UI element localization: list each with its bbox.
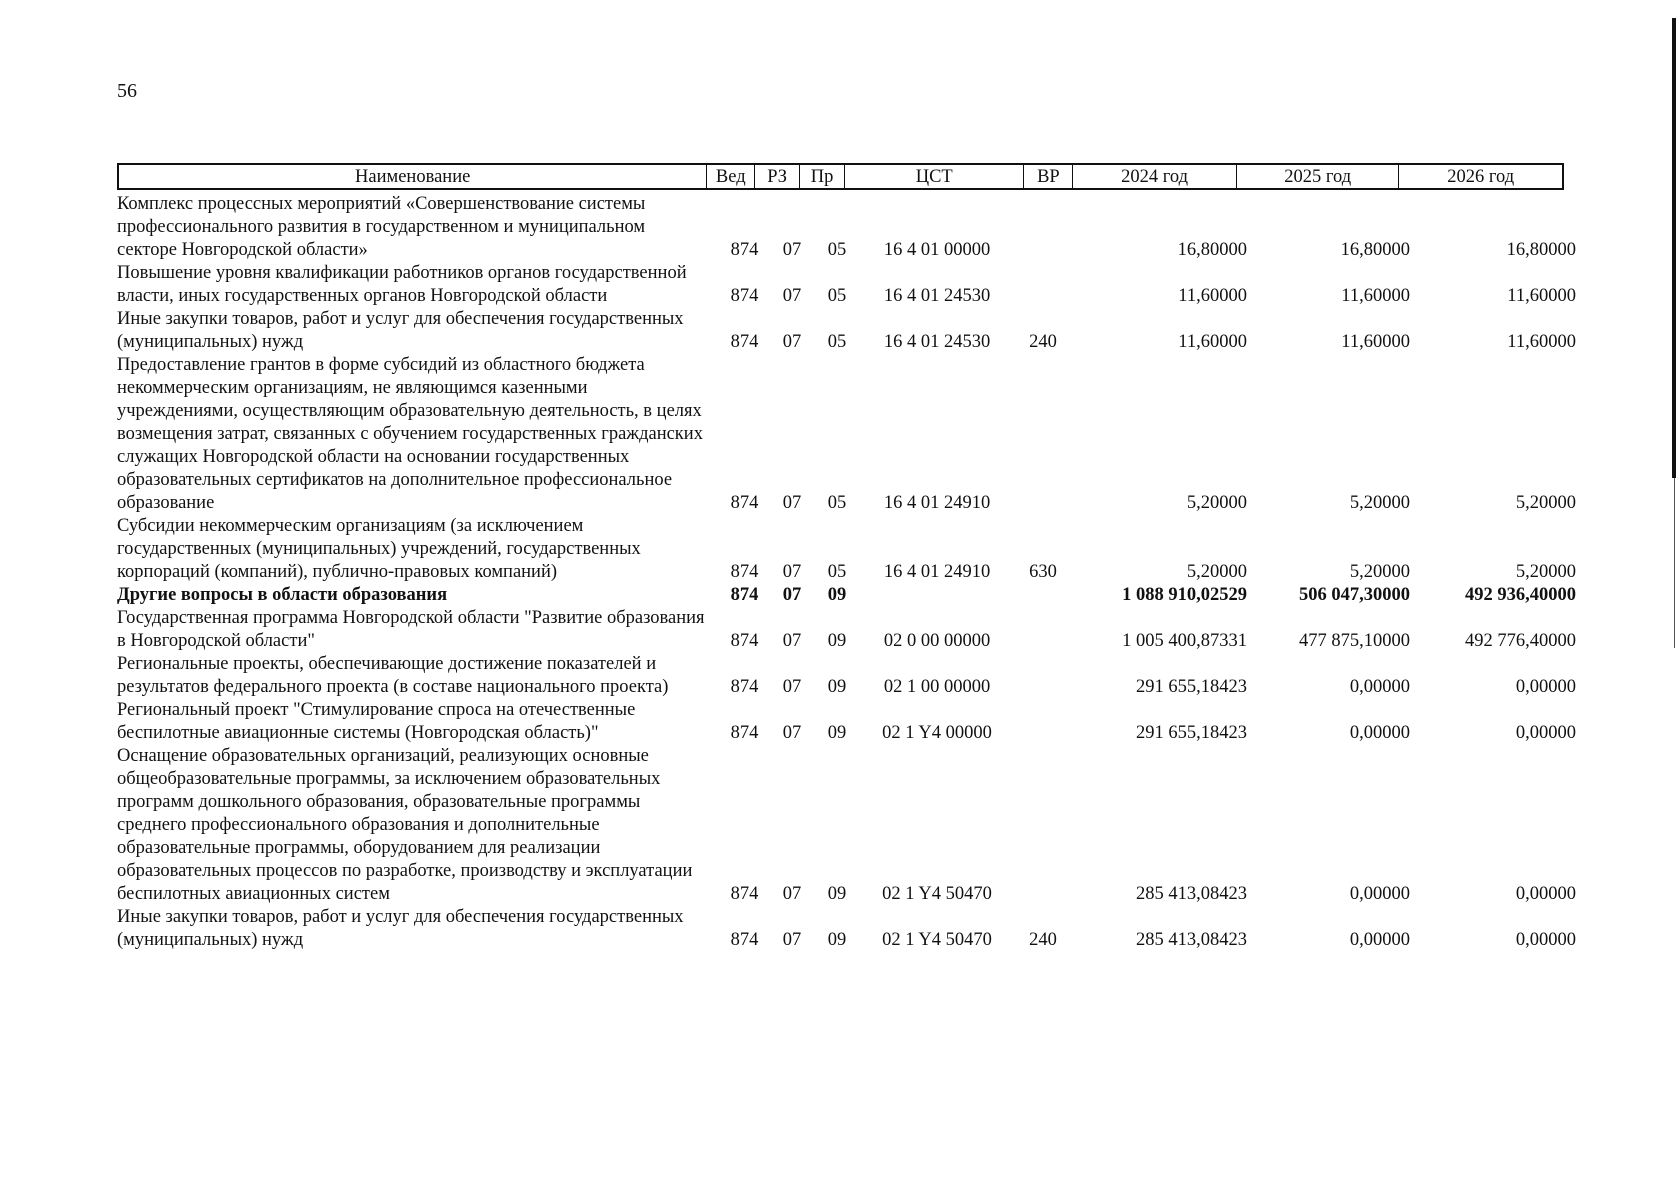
row-pr: 05 [827, 286, 847, 306]
row-2024: 11,60000 [1178, 332, 1247, 352]
row-2024: 285 413,08423 [1136, 930, 1247, 950]
row-2025: 0,00000 [1349, 930, 1410, 950]
scan-edge-mark [1672, 18, 1676, 478]
row-ved: 874 [730, 286, 759, 306]
row-2025: 5,20000 [1349, 562, 1410, 582]
table-body [117, 193, 1577, 952]
row-2024: 5,20000 [1186, 562, 1247, 582]
header-vr: ВР [1024, 165, 1073, 188]
header-ved: Вед [707, 165, 755, 188]
row-cst: 16 4 01 24530 [883, 332, 991, 352]
row-rz: 07 [782, 585, 802, 605]
row-cst: 02 1 Y4 50470 [882, 930, 992, 950]
row-rz: 07 [782, 930, 802, 950]
row-name: Иные закупки товаров, работ и услуг для обеспечения государственных (муниципальных) нужд [117, 907, 684, 950]
row-rz: 07 [782, 631, 802, 651]
row-name: Другие вопросы в области образования [117, 585, 448, 605]
row-ved: 874 [730, 585, 759, 605]
row-2024: 285 413,08423 [1136, 884, 1247, 904]
row-cst: 02 1 00 00000 [883, 677, 991, 697]
row-rz: 07 [782, 884, 802, 904]
row-cst: 02 1 Y4 50470 [882, 884, 992, 904]
row-2026: 11,60000 [1507, 286, 1576, 306]
row-vr: 630 [1029, 562, 1057, 582]
row-ved: 874 [730, 884, 759, 904]
row-ved: 874 [730, 723, 759, 743]
header-2025: 2025 год [1237, 165, 1400, 188]
row-2024: 11,60000 [1178, 286, 1247, 306]
row-2026: 5,20000 [1515, 562, 1576, 582]
row-2025: 477 875,10000 [1299, 631, 1410, 651]
row-2026: 16,80000 [1506, 240, 1576, 260]
row-ved: 874 [730, 332, 759, 352]
row-ved: 874 [730, 930, 759, 950]
row-rz: 07 [782, 332, 802, 352]
row-2025: 0,00000 [1349, 884, 1410, 904]
row-name: Иные закупки товаров, работ и услуг для обеспечения государственных (муниципальных) нужд [117, 309, 684, 352]
row-2024: 1 088 910,02529 [1122, 585, 1247, 605]
row-ved: 874 [730, 677, 759, 697]
row-2025: 5,20000 [1349, 493, 1410, 513]
header-name: Наименование [119, 165, 707, 188]
table-row-section [117, 584, 1577, 607]
page-number: 56 [117, 80, 137, 102]
row-ved: 874 [730, 240, 759, 260]
row-2026: 492 776,40000 [1465, 631, 1576, 651]
row-pr: 09 [827, 723, 847, 743]
table-row [117, 906, 1577, 952]
row-2026: 0,00000 [1515, 930, 1576, 950]
row-ved: 874 [730, 493, 759, 513]
row-2025: 0,00000 [1349, 723, 1410, 743]
row-2026: 0,00000 [1515, 723, 1576, 743]
row-cst: 16 4 01 24910 [883, 493, 991, 513]
row-name: Субсидии некоммерческим организациям (за исключением государственных (муниципальных) учреждений, государственных корпораций (компаний), публично-правовых компаний) [117, 516, 641, 582]
row-vr: 240 [1029, 332, 1057, 352]
table-row [117, 699, 1577, 745]
table-row [117, 308, 1577, 354]
table-row [117, 515, 1577, 584]
header-cst: ЦСТ [845, 165, 1025, 188]
row-pr: 05 [827, 562, 847, 582]
row-2025: 11,60000 [1341, 332, 1410, 352]
row-pr: 05 [827, 493, 847, 513]
table-row [117, 607, 1577, 653]
table-row [117, 262, 1577, 308]
table-row [117, 745, 1577, 906]
row-rz: 07 [782, 562, 802, 582]
row-cst: 02 1 Y4 00000 [882, 723, 992, 743]
header-pr: Пр [800, 165, 845, 188]
row-name: Оснащение образовательных организаций, реализующих основные общеобразовательные программы, за исключением образовательных программ дошкольного образования, образовательные программы среднего профессионального образования и дополнительные образовательные программы, оборудованием для реализации образовательных процессов по разработке, производству и эксплуатации беспилотных авиационных систем [117, 746, 693, 904]
header-2026: 2026 год [1447, 167, 1515, 187]
row-pr: 09 [827, 585, 847, 605]
row-vr: 240 [1029, 930, 1057, 950]
row-cst: 16 4 01 24530 [883, 286, 991, 306]
row-pr: 09 [827, 930, 847, 950]
row-2026: 5,20000 [1515, 493, 1576, 513]
row-2024: 291 655,18423 [1136, 723, 1247, 743]
row-rz: 07 [782, 240, 802, 260]
row-2025: 0,00000 [1349, 677, 1410, 697]
row-name: Государственная программа Новгородской области "Развитие образования в Новгородской области" [117, 608, 705, 651]
row-2024: 291 655,18423 [1136, 677, 1247, 697]
row-pr: 09 [827, 677, 847, 697]
row-2026: 11,60000 [1507, 332, 1576, 352]
row-2026: 492 936,40000 [1465, 585, 1576, 605]
row-rz: 07 [782, 286, 802, 306]
header-rz: РЗ [755, 165, 800, 188]
row-name: Региональные проекты, обеспечивающие достижение показателей и результатов федерального проекта (в составе национального проекта) [117, 654, 669, 697]
row-name: Комплекс процессных мероприятий «Совершенствование системы профессионального развития в государственном и муниципальном секторе Новгородской области» [117, 194, 646, 260]
table-row [117, 193, 1577, 262]
table-row [117, 653, 1577, 699]
row-2025: 11,60000 [1341, 286, 1410, 306]
row-2025: 506 047,30000 [1299, 585, 1410, 605]
row-2025: 16,80000 [1340, 240, 1410, 260]
row-2024: 1 005 400,87331 [1122, 631, 1247, 651]
row-rz: 07 [782, 493, 802, 513]
row-pr: 09 [827, 631, 847, 651]
row-name: Региональный проект "Стимулирование спроса на отечественные беспилотные авиационные системы (Новгородская область)" [117, 700, 636, 743]
row-pr: 05 [827, 332, 847, 352]
row-name: Предоставление грантов в форме субсидий из областного бюджета некоммерческим организациям, не являющимся казенными учреждениями, осуществляющим образовательную деятельность, в целях возмещения затрат, связанных с обучением государственных гражданских служащих Новгородской области на основании государственных образовательных сертификатов на дополнительное профессиональное образование [117, 355, 703, 513]
row-rz: 07 [782, 723, 802, 743]
row-ved: 874 [730, 631, 759, 651]
table-row [117, 354, 1577, 515]
scan-edge-mark-thin [1674, 478, 1675, 648]
row-rz: 07 [782, 677, 802, 697]
row-name: Повышение уровня квалификации работников органов государственной власти, иных государственных органов Новгородской области [117, 263, 687, 306]
row-ved: 874 [730, 562, 759, 582]
row-cst: 16 4 01 00000 [883, 240, 991, 260]
row-pr: 09 [827, 884, 847, 904]
row-cst: 02 0 00 00000 [883, 631, 991, 651]
header-2024: 2024 год [1073, 165, 1237, 188]
row-2026: 0,00000 [1515, 884, 1576, 904]
row-cst: 16 4 01 24910 [883, 562, 991, 582]
table-header [117, 163, 1564, 190]
row-2024: 16,80000 [1177, 240, 1247, 260]
row-2024: 5,20000 [1186, 493, 1247, 513]
row-pr: 05 [827, 240, 847, 260]
row-2026: 0,00000 [1515, 677, 1576, 697]
